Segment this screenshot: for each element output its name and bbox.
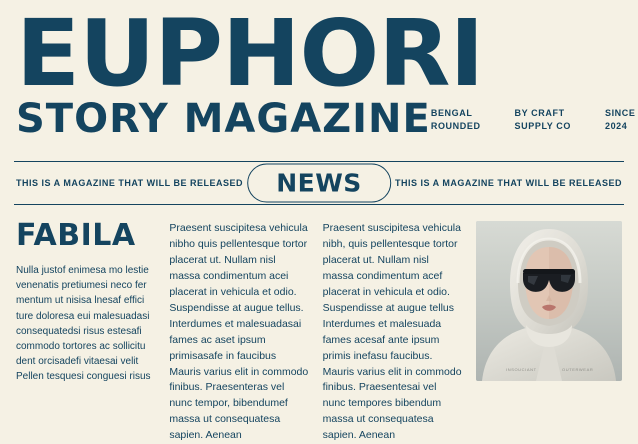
masthead-meta-group <box>431 107 636 139</box>
subtitle-row <box>16 95 636 142</box>
article-column-1 <box>16 217 155 444</box>
news-badge: NEWS <box>247 163 391 202</box>
article-column-3 <box>323 221 462 444</box>
meta-line-2: ROUNDED <box>430 120 481 131</box>
article-body: Praesent suscipitesa vehicula nibh, quis pellentesque tortor placerat ut. Nullam nisl massa condimentum acef placerat in vehicula et odio. Suspendisse at augue tellus Interdumes et malesuada fames acesaf ante ipsum primis inefasu faucibus. Mauris varius elit in commodo finibus. Praesentesai vel nunc tempores bibendum massa ut consequatesa sapien. Aenean <box>322 221 462 442</box>
meta-line-2: 2024 <box>604 120 628 131</box>
page-subtitle: STORY MAGAZINE <box>16 95 431 142</box>
masthead <box>14 0 636 142</box>
page-title: EUPHORI <box>16 14 484 95</box>
meta-line-1: SINCE <box>604 107 636 118</box>
article-heading: FABILA <box>16 217 136 253</box>
article-photo <box>476 221 622 381</box>
article-body: Praesent suscipitesa vehicula nibho quis pellentesque tortor placerat ut. Nullam nisl massa condimentum acei placerat in vehicula et odio. Suspendisse at augue tellus. Interdumes et malesuadasai fames ac aset ipsum primisasafe in faucibus Mauris varius elit in commodo finibus. Praesenteras vel nunc tempor, bibendumef massa ut consequatesa sapien. Aenean <box>169 221 309 442</box>
article-columns <box>14 217 624 444</box>
article-column-2 <box>169 221 308 444</box>
portrait-image <box>476 221 622 381</box>
meta-line-1: BY CRAFT <box>514 107 565 118</box>
meta-block-since <box>605 107 636 133</box>
article-body: Nulla justof enimesa mo lestie venenatis pretiumesi neco fer mentum ut nisisa lnesaf effici ture doloresa eui malesuadasi consequatedsi risus estesafi commodo tortores ac sollicitu dent orcisadefi vitaesai velit Pellen tesquesi conguesi risus <box>16 264 151 383</box>
svg-text:OUTERWEAR: OUTERWEAR <box>561 366 594 372</box>
meta-block-publisher-font <box>431 107 481 133</box>
ticker-right: THIS IS A MAGAZINE THAT WILL BE RELEASED <box>395 177 622 188</box>
svg-text:INSOUCIANT: INSOUCIANT <box>505 366 537 372</box>
ticker-left: THIS IS A MAGAZINE THAT WILL BE RELEASED <box>16 177 243 188</box>
meta-block-publisher <box>515 107 571 133</box>
news-bar <box>14 161 624 205</box>
meta-line-1: BENGAL <box>430 107 473 118</box>
meta-line-2: SUPPLY CO <box>514 120 571 131</box>
